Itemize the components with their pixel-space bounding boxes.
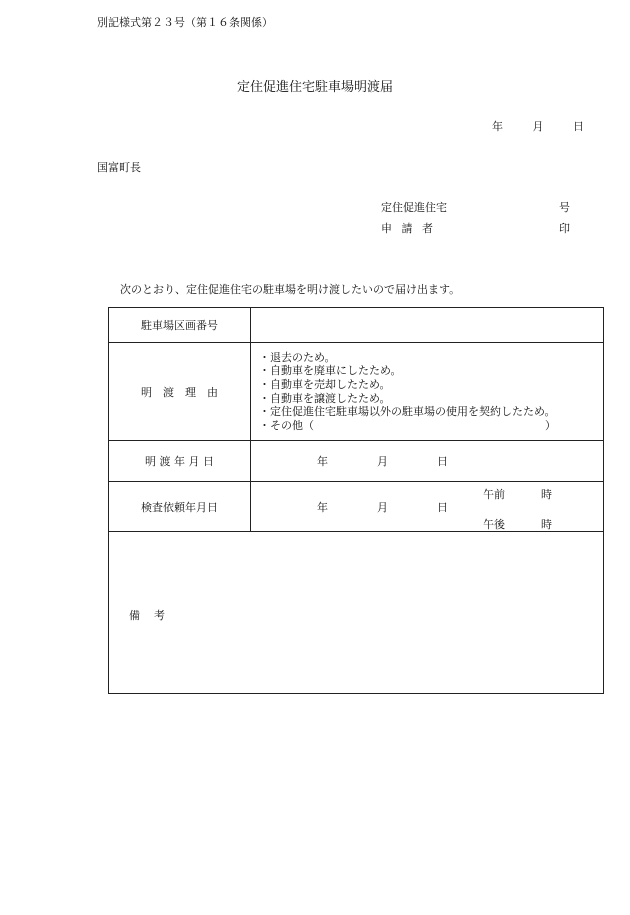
parking-number-row	[109, 308, 604, 343]
vacate-date-field[interactable]	[251, 441, 604, 482]
inspection-year-label: 年	[317, 500, 328, 514]
reason-option[interactable]: ・ 退去のため。	[259, 351, 603, 365]
reason-option[interactable]: ・ 自動車を廃車にしたため。	[259, 364, 603, 378]
reason-options-cell	[251, 343, 604, 441]
am-label: 午前	[483, 488, 505, 501]
remarks-field[interactable]	[109, 532, 604, 694]
date-month-label: 月	[532, 120, 544, 133]
seal-mark: 印	[559, 222, 570, 235]
vacate-date-row	[109, 441, 604, 482]
reason-option[interactable]: ・ 定住促進住宅駐車場以外の駐車場の使用を契約したため。	[259, 405, 603, 419]
date-day-label: 日	[573, 120, 584, 133]
applicant-label: 申 請 者	[381, 222, 436, 235]
reason-row	[109, 343, 604, 441]
inspection-date-field[interactable]	[251, 482, 604, 532]
parking-number-field[interactable]	[251, 308, 604, 343]
application-table	[108, 307, 604, 694]
date-year-label: 年	[492, 120, 503, 133]
document-title: 定住促進住宅駐車場明渡届	[236, 80, 393, 95]
inspection-day-label: 日	[437, 500, 448, 514]
inspection-month-label: 月	[377, 500, 388, 514]
inspection-date-label: 検査依頼年月日	[109, 482, 251, 532]
intro-text: 次のとおり、定住促進住宅の駐車場を明け渡したいので届け出ます。	[120, 283, 461, 296]
remarks-label: 備考	[129, 608, 179, 622]
remarks-row	[109, 532, 604, 694]
pm-label: 午後	[483, 518, 505, 531]
inspection-date-row	[109, 482, 604, 532]
vacate-month-label: 月	[377, 455, 388, 468]
submission-date	[492, 118, 584, 134]
vacate-day-label: 日	[437, 455, 448, 468]
parking-number-label: 駐車場区画番号	[109, 308, 251, 343]
form-number-label: 別記様式第２３号（第１６条関係）	[97, 16, 273, 29]
reason-label: 明 渡 理 由	[109, 343, 251, 441]
pm-hour-label: 時	[541, 518, 552, 531]
reason-option[interactable]: ・ 自動車を譲渡したため。	[259, 392, 603, 406]
am-hour-label: 時	[541, 488, 552, 501]
vacate-date-label: 明 渡 年 月 日	[109, 441, 251, 482]
addressee: 国富町長	[97, 161, 141, 174]
reason-option[interactable]: ・ 自動車を売却したため。	[259, 378, 603, 392]
vacate-year-label: 年	[317, 455, 328, 468]
reason-list	[251, 351, 603, 433]
housing-label: 定住促進住宅	[381, 201, 447, 214]
reason-option-other[interactable]: ・ その他（ ）	[259, 419, 603, 433]
housing-number-suffix: 号	[559, 201, 570, 214]
